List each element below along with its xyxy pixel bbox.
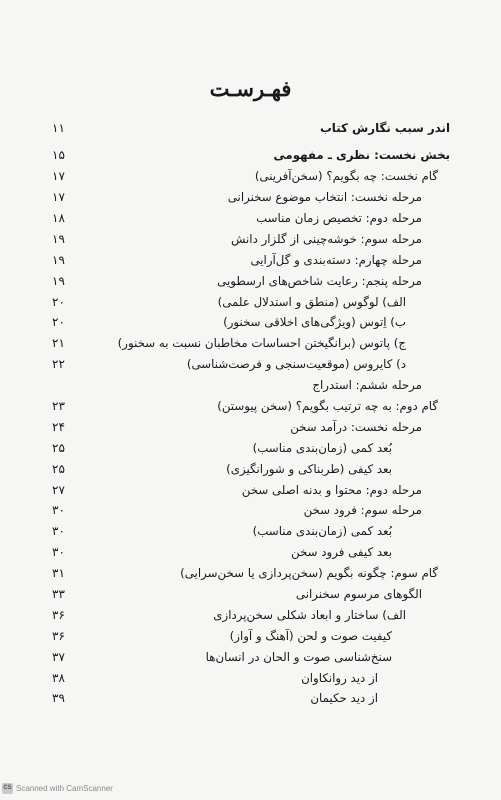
toc-entry-label: اندر سبب نگارش کتاب: [319, 121, 450, 136]
watermark-text: Scanned with CamScanner: [16, 784, 113, 793]
toc-entry: [52, 458, 450, 479]
toc-entry: [52, 416, 450, 437]
page-title: فهـرسـت: [209, 76, 292, 101]
toc-page-number: ۲۷: [52, 482, 65, 497]
toc-entry: [52, 354, 450, 375]
toc-entry-label: مرحله دوم: تخصیص زمان مناسب: [256, 211, 422, 225]
toc-entry: [52, 625, 450, 646]
toc-entry-label: د) کایروس (موقعیت‌سنجی و فرصت‌شناسی): [186, 357, 406, 372]
toc-entry-label: ب) اِتوس (ویژگی‌های اخلاقی سخنور): [223, 315, 406, 330]
toc-entry: [52, 228, 450, 249]
toc-page-number: ۳۰: [52, 545, 65, 560]
toc-page-number: ۳۹: [52, 691, 65, 706]
toc-entry-label: گام سوم: چگونه بگویم (سخن‌پردازی یا سخن‌سرایی): [180, 566, 438, 581]
toc-entry-label: مرحله سوم: فرود سخن: [303, 503, 422, 518]
toc-entry: [52, 375, 450, 396]
toc-entry: [52, 500, 450, 521]
toc-entry: [52, 479, 450, 500]
toc-page-number: ۱۱: [52, 121, 65, 136]
toc-entry-label: مرحله نخست: درآمد سخن: [290, 419, 422, 434]
toc-entry: [52, 208, 450, 229]
toc-page-number: ۳۶: [52, 607, 65, 622]
toc-page-number: ۲۴: [52, 419, 65, 434]
toc-page-number: ۱۵: [52, 148, 65, 163]
toc-entry: [52, 646, 450, 667]
toc-entry: [52, 333, 450, 354]
toc-entry-label: بعد کیفی فرود سخن: [291, 545, 392, 560]
toc-entry-label: مرحله چهارم: دسته‌بندی و گل‌آرایی: [250, 252, 422, 267]
scanner-watermark: [2, 783, 113, 794]
toc-entry-label: بُعد کمی (زمان‌بندی مناسب): [252, 440, 392, 455]
toc-entry: [52, 437, 450, 458]
toc-page-number: ۳۰: [52, 503, 65, 518]
toc-entry-label: کیفیت صوت و لحن (آهنگ و آواز): [229, 628, 392, 643]
toc-entry-label: مرحله دوم: محتوا و بدنه اصلی سخن: [241, 482, 422, 497]
toc-entry: [52, 270, 450, 291]
toc-page-number: ۲۰: [52, 294, 65, 309]
toc-entry-label: مرحله ششم: استدراج: [312, 378, 422, 393]
toc-entry: [52, 563, 450, 584]
toc-entry: [52, 584, 450, 605]
toc-page-number: ۱۹: [52, 231, 65, 246]
table-of-contents: [52, 118, 450, 709]
toc-entry: [52, 145, 450, 166]
toc-page-number: ۳۸: [52, 670, 65, 685]
toc-page-number: ۳۱: [52, 566, 65, 581]
toc-entry: [52, 291, 450, 312]
toc-entry-label: الگوهای مرسوم سخنرانی: [295, 587, 422, 602]
toc-entry-label: از دید روانکاوان: [301, 670, 378, 685]
toc-entry-label: سنخ‌شناسی صوت و الحان در انسان‌ها: [205, 649, 392, 664]
toc-page-number: ۲۵: [52, 440, 65, 455]
toc-entry-label: مرحله سوم: خوشه‌چینی از گلزار دانش: [230, 231, 422, 246]
toc-entry-label: مرحله پنجم: رعایت شاخص‌های ارسطویی: [217, 273, 422, 288]
toc-page-number: ۳۷: [52, 649, 65, 664]
toc-page-number: ۳۶: [52, 628, 65, 643]
toc-entry-label: الف) لوگوس (منطق و استدلال علمی): [217, 294, 406, 309]
toc-entry-label: مرحله نخست: انتخاب موضوع سخنرانی: [227, 190, 422, 205]
toc-entry-label: گام نخست: چه بگویم؟ (سخن‌آفرینی): [254, 169, 438, 184]
toc-page-number: ۱۹: [52, 273, 65, 288]
toc-page-number: ۳۰: [52, 524, 65, 539]
toc-entry: [52, 688, 450, 709]
toc-entry-label: ج) پاتوس (برانگیختن احساسات مخاطبان نسبت به سخنور): [117, 336, 406, 351]
toc-page-number: ۲۱: [52, 336, 65, 351]
toc-page-number: ۱۸: [52, 211, 65, 225]
toc-entry: [52, 396, 450, 417]
toc-entry-label: الف) ساختار و ابعاد شکلی سخن‌پردازی: [213, 607, 406, 622]
toc-entry: [52, 187, 450, 208]
toc-entry: [52, 118, 450, 139]
toc-entry: [52, 312, 450, 333]
toc-page-number: ۱۷: [52, 190, 65, 205]
toc-page-number: ۲۵: [52, 461, 65, 476]
toc-entry: [52, 166, 450, 187]
toc-entry-label: از دید حکیمان: [310, 691, 378, 706]
toc-entry-label: بُعد کمی (زمان‌بندی مناسب): [252, 524, 392, 539]
toc-page-number: ۱۹: [52, 252, 65, 267]
camscanner-logo-icon: CS: [2, 783, 13, 794]
toc-page-number: ۲۳: [52, 399, 65, 414]
toc-entry: [52, 249, 450, 270]
toc-entry: [52, 542, 450, 563]
toc-entry: [52, 667, 450, 688]
toc-entry-label: گام دوم: به چه ترتیب بگویم؟ (سخن پیوستن): [217, 399, 438, 414]
toc-page-number: ۲۲: [52, 357, 65, 372]
toc-entry-label: بخش نخست: نظری ـ مفهومی: [273, 148, 450, 163]
toc-entry-label: بعد کیفی (طربناکی و شورانگیزی): [226, 461, 392, 476]
toc-page-number: ۱۷: [52, 169, 65, 184]
toc-entry: [52, 521, 450, 542]
toc-page-number: ۲۰: [52, 315, 65, 330]
toc-entry: [52, 604, 450, 625]
toc-page-number: ۳۳: [52, 587, 65, 602]
